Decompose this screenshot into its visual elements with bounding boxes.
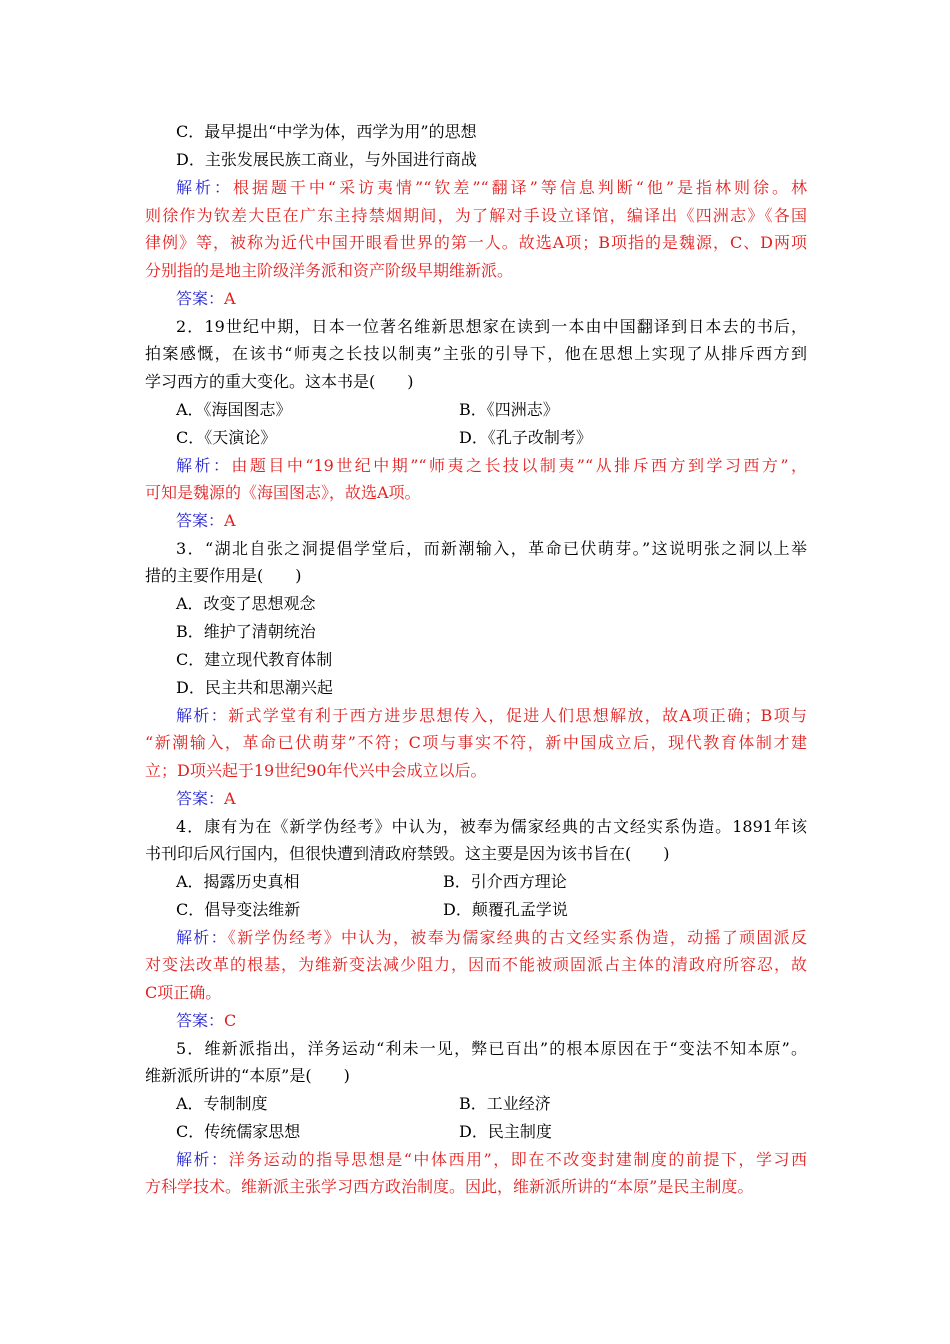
answer-label: 答案：	[176, 789, 225, 808]
q3-analysis-line: 解析：新式学堂有利于西方进步思想传入，促进人们思想解放，故A项正确；B项与	[176, 706, 807, 725]
q3-option-b: B．维护了清朝统治	[176, 622, 316, 641]
q5-stem-line: 维新派所讲的“本原”是( )	[145, 1066, 350, 1085]
answer-label: 答案：	[176, 289, 225, 308]
q1-answer	[176, 289, 236, 309]
q3-stem-line: 3．“湖北自张之洞提倡学堂后，而新潮输入，革命已伏萌芽。”这说明张之洞以上举	[176, 539, 807, 558]
q3-option-a: A．改变了思想观念	[176, 594, 316, 613]
analysis-label: 解析：	[176, 706, 229, 725]
q4-option-d: D．颠覆孔孟学说	[443, 900, 568, 919]
q2-option-b: B．《四洲志》	[459, 400, 559, 419]
q4-answer	[176, 1011, 236, 1031]
q1-analysis-line: 则徐作为钦差大臣在广东主持禁烟期间，为了解对手设立译馆，编译出《四洲志》《各国	[145, 206, 807, 225]
q2-option-a: A．《海国图志》	[176, 400, 292, 419]
q5-option-b: B．工业经济	[459, 1094, 551, 1113]
q2-option-c: C．《天演论》	[176, 428, 277, 447]
q2-stem-line: 学习西方的重大变化。这本书是( )	[145, 372, 414, 391]
q1-analysis-line: 解析：根据题干中“采访夷情”“钦差”“翻译”等信息判断“他”是指林则徐。林	[176, 178, 807, 197]
q1-option-d: D．主张发展民族工商业，与外国进行商战	[176, 150, 477, 169]
q3-option-d: D．民主共和思潮兴起	[176, 678, 333, 697]
q3-answer	[176, 789, 236, 809]
q4-analysis-line: 解析：《新学伪经考》中认为，被奉为儒家经典的古文经实系伪造，动摇了顽固派反	[176, 928, 807, 947]
answer-value: C	[224, 1011, 237, 1030]
q4-option-a: A．揭露历史真相	[176, 872, 300, 891]
q5-analysis-line: 方科学技术。维新派主张学习西方政治制度。因此，维新派所讲的“本原”是民主制度。	[145, 1177, 754, 1196]
analysis-label: 解析：	[176, 178, 233, 197]
q2-option-d: D．《孔子改制考》	[459, 428, 592, 447]
q5-option-c: C．传统儒家思想	[176, 1122, 301, 1141]
q4-analysis-line: C项正确。	[145, 983, 222, 1002]
analysis-label: 解析：	[176, 1150, 229, 1169]
answer-label: 答案：	[176, 511, 225, 530]
q3-analysis-line: 立；D项兴起于19世纪90年代兴中会成立以后。	[145, 761, 487, 780]
q5-option-a: A．专制制度	[176, 1094, 268, 1113]
q1-option-c: C．最早提出“中学为体，西学为用”的思想	[176, 122, 477, 141]
answer-value: A	[224, 511, 236, 530]
q3-stem-line: 措的主要作用是( )	[145, 566, 302, 585]
answer-label: 答案：	[176, 1011, 225, 1030]
q1-analysis-line: 律例》等，被称为近代中国开眼看世界的第一人。故选A项；B项指的是魏源，C、D两项	[145, 233, 807, 252]
q5-analysis-line: 解析：洋务运动的指导思想是“中体西用”，即在不改变封建制度的前提下，学习西	[176, 1150, 807, 1169]
q2-analysis-line: 可知是魏源的《海国图志》，故选A项。	[145, 483, 421, 502]
q2-stem-line: 2．19世纪中期，日本一位著名维新思想家在读到一本由中国翻译到日本去的书后，	[176, 317, 807, 336]
answer-value: A	[224, 789, 236, 808]
q4-analysis-line: 对变法改革的根基，为维新变法减少阻力，因而不能被顽固派占主体的清政府所容忍，故	[145, 955, 807, 974]
q2-analysis-line: 解析：由题目中“19世纪中期”“师夷之长技以制夷”“从排斥西方到学习西方”，	[176, 456, 807, 475]
q4-stem-line: 4．康有为在《新学伪经考》中认为，被奉为儒家经典的古文经实系伪造。1891年该	[176, 817, 807, 836]
q3-analysis-line: “新潮输入，革命已伏萌芽”不符；C项与事实不符，新中国成立后，现代教育体制才建	[145, 733, 807, 752]
analysis-label: 解析：	[176, 456, 232, 475]
q2-answer	[176, 511, 236, 531]
answer-value: A	[224, 289, 236, 308]
q1-analysis-line: 分别指的是地主阶级洋务派和资产阶级早期维新派。	[145, 261, 514, 280]
q5-option-d: D．民主制度	[459, 1122, 552, 1141]
q2-stem-line: 拍案感慨，在该书“师夷之长技以制夷”主张的引导下，他在思想上实现了从排斥西方到	[145, 344, 807, 363]
q4-option-c: C．倡导变法维新	[176, 900, 301, 919]
q3-option-c: C．建立现代教育体制	[176, 650, 333, 669]
q4-option-b: B．引介西方理论	[443, 872, 567, 891]
analysis-label: 解析：	[176, 928, 228, 947]
q5-stem-line: 5．维新派指出，洋务运动“利未一见，弊已百出”的根本原因在于“变法不知本原”。	[176, 1039, 807, 1058]
q4-stem-line: 书刊印后风行国内，但很快遭到清政府禁毁。这主要是因为该书旨在( )	[145, 844, 670, 863]
